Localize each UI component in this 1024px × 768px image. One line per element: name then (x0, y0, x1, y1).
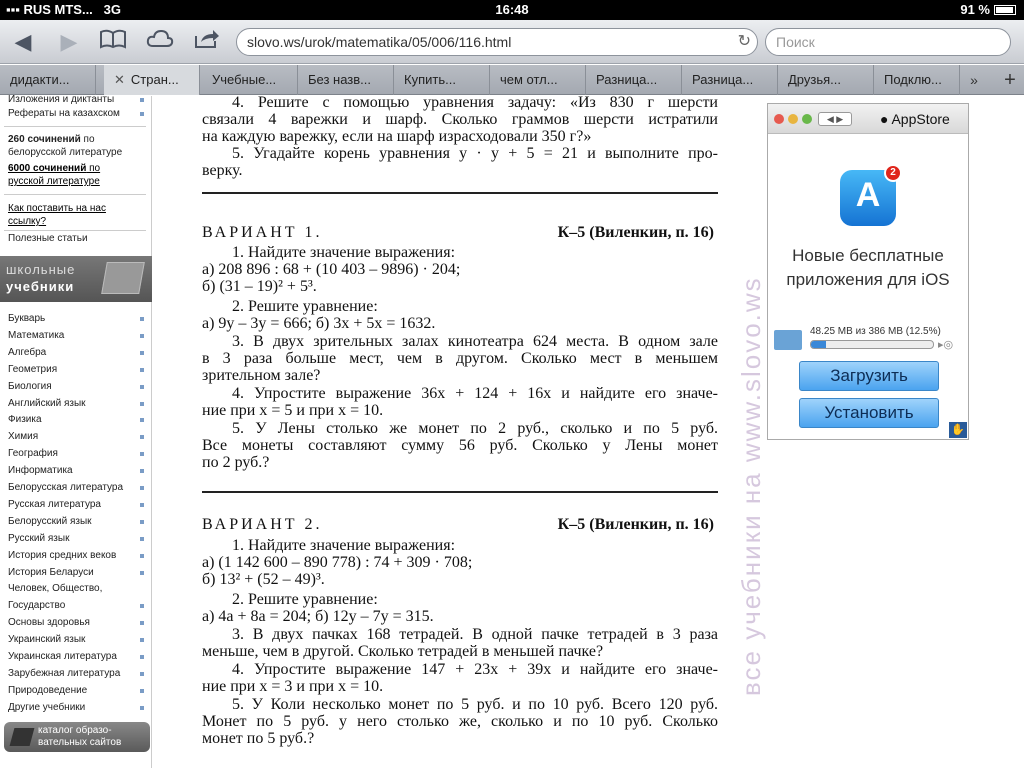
folder-icon (774, 330, 802, 350)
task-line: монет по 5 руб.? (202, 730, 315, 747)
task-line: связали 4 варежки и шарф. Сколько граммов шерсти истратили (202, 111, 718, 128)
tab-label: Друзья... (788, 72, 841, 87)
tab-7[interactable] (682, 65, 778, 95)
bullet-icon (140, 520, 144, 524)
store-name: AppStore (891, 111, 950, 127)
bullet-icon (140, 418, 144, 422)
variant-title: ВАРИАНТ 1. (202, 224, 323, 241)
tab-label: Без назв... (308, 72, 372, 87)
signal-icon: ▪▪▪ (6, 2, 20, 17)
bullet-icon (140, 334, 144, 338)
task-line: меньше, чем в другой. Сколько тетрадей в меньшей пачке? (202, 643, 604, 660)
bullet-icon (140, 368, 144, 372)
task-line: Монет по 5 руб. у него столько же, сколько и по 10 руб. Сколько (202, 713, 718, 730)
sidebar-item-subject[interactable]: Букварь (8, 313, 46, 324)
sidebar (0, 96, 152, 768)
forward-arrow-icon[interactable]: ▶ (60, 29, 78, 54)
sidebar-item-subject[interactable]: История средних веков (8, 549, 117, 561)
bullet-icon (140, 351, 144, 355)
page-content (202, 96, 722, 768)
variant-2-title (202, 516, 718, 533)
tab-1[interactable] (104, 65, 200, 95)
bullet-icon (140, 655, 144, 659)
tab-label: дидакти... (10, 72, 70, 87)
close-tab-icon[interactable]: ✕ (114, 72, 125, 87)
task-line: 2. Решите уравнение: (232, 591, 378, 608)
bookmarks-book-icon[interactable] (98, 28, 128, 56)
catalog-button[interactable] (4, 722, 150, 752)
tab-label: Подклю... (884, 72, 942, 87)
task-line: 2. Решите уравнение: (232, 298, 378, 315)
book-icon (10, 728, 35, 746)
sidebar-item-subject[interactable]: Химия (8, 431, 39, 443)
essays-count: 260 сочинений (8, 134, 81, 145)
sidebar-item-subject[interactable]: Другие учебники (8, 701, 86, 713)
divider (4, 126, 146, 127)
bullet-icon (140, 486, 144, 490)
tab-2[interactable] (202, 65, 298, 95)
task-line: в 3 раза больше мест, чем в другом. Сколько мест в меньшем (202, 350, 718, 367)
tab-label: Разница... (596, 72, 658, 87)
sidebar-item-subject[interactable]: Зарубежная литература (8, 667, 121, 679)
bullet-icon (140, 402, 144, 406)
ad-window-bar (768, 104, 968, 134)
bullet-icon (140, 638, 144, 642)
task-line: 1. Найдите значение выражения: (232, 244, 456, 261)
variant-ref (558, 516, 714, 533)
battery-percent: 91 % (960, 2, 990, 17)
back-arrow-icon[interactable]: ◀ (14, 29, 32, 54)
network-type: 3G (103, 2, 121, 17)
sidebar-item-subject[interactable]: Английский язык (8, 397, 86, 409)
minimize-dot-icon (788, 114, 798, 124)
task-line: на каждую варежку, если на шарф израсходовали 350 г?» (202, 128, 592, 145)
tab-label: Купить... (404, 72, 456, 87)
task-line: Все монеты составляют сумму 56 руб. Сколько у Лены монет (202, 437, 718, 454)
howto-link[interactable]: Как поставить на нас (8, 203, 106, 214)
clock: 16:48 (495, 2, 529, 17)
task-line: по 2 руб.? (202, 454, 270, 471)
search-field[interactable]: Поиск (765, 28, 1011, 56)
sidebar-item-subject[interactable]: Алгебра (8, 346, 47, 358)
sidebar-item-subject[interactable]: Русская литература (8, 498, 101, 510)
bullet-icon (140, 571, 144, 575)
progress-fill (811, 341, 826, 348)
tab-6[interactable] (586, 65, 682, 95)
essays-count: 6000 сочинений (8, 163, 87, 174)
bullet-icon (140, 706, 144, 710)
watermark (722, 96, 766, 696)
task-line: б) 13² + (52 – 49)³. (202, 571, 325, 588)
appstore-label (880, 111, 950, 127)
useful-articles-link[interactable]: Полезные статьи (8, 233, 88, 244)
bullet-icon (140, 112, 144, 116)
bullet-icon (140, 469, 144, 473)
sidebar-item-subject[interactable]: История Беларуси (8, 566, 94, 578)
tab-label: Стран... (130, 72, 179, 87)
divider (202, 192, 718, 194)
bullet-icon (140, 621, 144, 625)
essays-text: по (80, 134, 95, 145)
task-line: 3. В двух зрительных залах кинотеатра 624 места. В одном зале (232, 333, 718, 350)
variant-1-title (202, 224, 718, 241)
sidebar-item-subject[interactable]: Математика (8, 329, 65, 341)
bullet-icon (140, 385, 144, 389)
sidebar-item-subject[interactable]: Биология (8, 380, 52, 392)
variant-title: ВАРИАНТ 2. (202, 516, 323, 533)
tab-bar (0, 65, 1024, 95)
tab-0[interactable] (0, 65, 96, 95)
task-line: 5. У Коли несколько монет по 5 руб. и по 10 руб. Всего 120 руб. (232, 696, 718, 713)
catalog-label: вательных сайтов (38, 737, 122, 748)
play-search-icon: ▸◎ (938, 339, 954, 351)
task-line: 1. Найдите значение выражения: (232, 537, 456, 554)
bullet-icon (140, 554, 144, 558)
bullet-icon (140, 604, 144, 608)
task-line: ние при x = 5 и при x = 10. (202, 402, 384, 419)
sidebar-item-subject[interactable]: Русский язык (8, 532, 70, 544)
bullet-icon (140, 452, 144, 456)
status-bar (0, 0, 1024, 20)
banner-text: учебники (6, 279, 75, 294)
task-line: 4. Решите с помощью уравнения задачу: «Из 830 г шерсти (232, 96, 718, 111)
download-progress-bar (810, 340, 934, 349)
task-line: 5. Угадайте корень уравнения y · y + 5 = 21 и выполните про- (232, 145, 718, 162)
task-line: 4. Упростите выражение 147 + 23x + 39x и найдите его значе- (232, 661, 718, 678)
task-line: 3. В двух пачках 168 тетрадей. В одной пачке тетрадей в 3 раза (232, 626, 718, 643)
sidebar-item-subject[interactable]: Белорусская литература (8, 482, 124, 493)
tab-label: Учебные... (212, 72, 277, 87)
tab-label: чем отл... (500, 72, 558, 87)
sidebar-item-subject[interactable]: Информатика (8, 465, 73, 477)
task-line: а) 4a + 8a = 204; б) 12y – 7y = 315. (202, 608, 434, 625)
battery-status (960, 2, 1016, 17)
sidebar-item-subject[interactable]: Человек, Общество, (8, 583, 103, 595)
battery-icon (994, 5, 1016, 15)
ad-title-line: приложения для iOS (786, 270, 950, 289)
ref-text: К–5 (Виленкин, п. 16) (557, 516, 714, 533)
browser-toolbar (0, 20, 1024, 64)
more-tabs-icon[interactable]: » (970, 72, 978, 88)
bullet-icon (140, 672, 144, 676)
ad-title (768, 244, 968, 292)
variant-ref (558, 224, 714, 241)
sidebar-item-subject[interactable]: Государство (8, 600, 66, 612)
task-line: а) 208 896 : 68 + (10 403 – 9896) · 204; (202, 261, 461, 278)
task-line: а) 9y – 3y = 666; б) 3x + 5x = 1632. (202, 315, 436, 332)
task-line: 4. Упростите выражение 36x + 124 + 16x и найдите его значе- (232, 385, 718, 402)
essays-belarus-link[interactable] (8, 134, 95, 145)
sidebar-item-subject[interactable]: Белорусский язык (8, 515, 92, 527)
sidebar-link[interactable]: Рефераты на казахском (8, 108, 120, 119)
school-textbooks-banner[interactable] (0, 256, 152, 302)
nav-arrows-icon: ◀ ▶ (818, 112, 852, 126)
task-line: зрительном зале? (202, 367, 321, 384)
tab-8[interactable] (778, 65, 874, 95)
bullet-icon (140, 503, 144, 507)
books-icon (101, 262, 145, 294)
essays-text[interactable]: белорусской литературе (8, 147, 123, 158)
apple-logo-icon: ● (880, 111, 889, 127)
ad-title-line: Новые бесплатные (792, 246, 944, 265)
reload-icon[interactable]: ↻ (737, 33, 751, 50)
tab-3[interactable] (298, 65, 394, 95)
divider (202, 491, 718, 493)
address-bar[interactable] (236, 28, 758, 56)
close-dot-icon (774, 114, 784, 124)
task-line: ние при x = 3 и при x = 10. (202, 678, 384, 695)
essays-text[interactable]: русской литературе (8, 176, 100, 187)
appstore-app-icon: A (840, 170, 896, 226)
carrier-name: RUS MTS... (23, 2, 93, 17)
bullet-icon (140, 98, 144, 102)
sidebar-item-subject[interactable]: Геометрия (8, 363, 58, 375)
sidebar-item-subject[interactable]: Природоведение (8, 684, 88, 696)
sidebar-item-subject[interactable]: География (8, 448, 58, 460)
bullet-icon (140, 537, 144, 541)
url-text: slovo.ws/urok/matematika/05/006/116.html (247, 34, 512, 50)
catalog-label: каталог образо- (38, 725, 112, 736)
divider (4, 230, 146, 231)
sidebar-item-subject[interactable]: Украинский язык (8, 634, 86, 646)
download-button[interactable]: Загрузить (799, 361, 939, 391)
bullet-icon (140, 435, 144, 439)
icloud-icon[interactable] (145, 28, 175, 56)
sidebar-item-subject[interactable]: Основы здоровья (8, 617, 90, 629)
tab-4[interactable] (394, 65, 490, 95)
divider (4, 194, 146, 195)
appstore-ad[interactable] (767, 103, 969, 440)
essays-russian-link[interactable] (8, 163, 100, 174)
bullet-icon (140, 689, 144, 693)
task-line: б) (31 – 19)² + 5³. (202, 278, 317, 295)
tab-9[interactable] (874, 65, 960, 95)
download-progress-text: 48.25 MB из 386 MB (12.5%) (810, 326, 941, 337)
sidebar-item-subject[interactable]: Физика (8, 414, 42, 426)
bullet-icon (140, 317, 144, 321)
banner-text: школьные (6, 262, 76, 277)
share-icon[interactable] (192, 28, 222, 56)
ref-text: К–5 (Виленкин, п. 16) (557, 224, 714, 241)
task-line: 5. У Лены столько же монет по 2 руб., сколько и по 5 руб. (232, 420, 718, 437)
howto-link[interactable]: ссылку? (8, 216, 47, 227)
zoom-dot-icon (802, 114, 812, 124)
new-tab-plus-icon[interactable]: + (1004, 69, 1016, 91)
notification-badge: 2 (884, 164, 902, 182)
essays-text: по (86, 163, 101, 174)
tab-5[interactable] (490, 65, 586, 95)
tab-label: Разница... (692, 72, 754, 87)
install-button[interactable]: Установить (799, 398, 939, 428)
watermark-text: все учебники на www.slovo.ws (736, 276, 766, 696)
hand-icon: ✋ (949, 422, 967, 438)
task-line: верку. (202, 162, 243, 179)
task-line: а) (1 142 600 – 890 778) : 74 + 309 · 708; (202, 554, 473, 571)
sidebar-link[interactable]: Изложения и диктанты (8, 94, 115, 105)
sidebar-item-subject[interactable]: Украинская литература (8, 651, 117, 662)
